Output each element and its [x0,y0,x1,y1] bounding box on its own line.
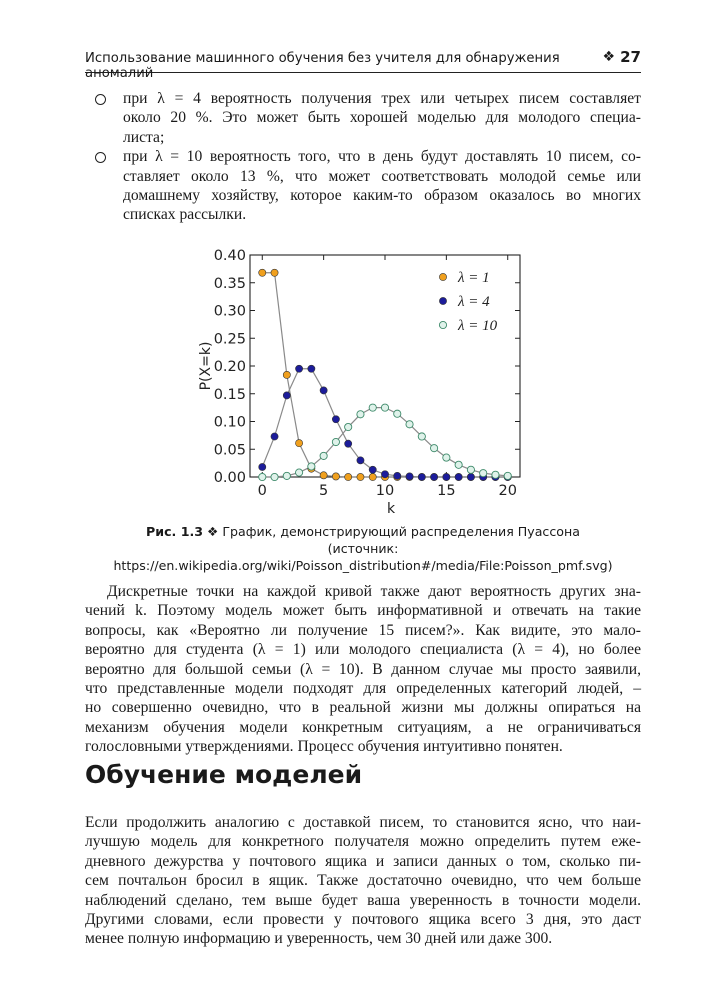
paragraph-line: Дискретные точки на каждой кривой также дают вероятность других зна- [107,583,641,600]
data-point [455,473,462,480]
x-tick-label: 5 [319,483,329,499]
data-point [357,457,364,464]
y-tick-label: 0.35 [213,275,246,292]
bullet-item [95,89,641,147]
y-tick-label: 0.05 [213,442,246,459]
data-point [259,463,266,470]
data-point [381,404,388,411]
bullet-line: домашнему хозяйству, которое каким-то образом оказалось во многих [123,186,641,204]
data-point [271,269,278,276]
legend-marker [439,297,446,304]
data-point [308,365,315,372]
caption-text: График, демонстрирующий распределения Пуассона [222,524,580,539]
data-point [467,466,474,473]
paragraph-line: вопросы, как «Вероятно ли получение 15 писем?». Как видите, это мало- [85,621,641,639]
bullet-line: списках рассылки. [123,206,247,224]
data-point [295,365,302,372]
circle-bullet-icon [95,94,106,105]
data-point [443,473,450,480]
bullet-line: ставляет около 13 %, что может соответствовать молодой семье или [123,167,641,185]
diamond-icon: ❖ [602,49,615,65]
data-point [283,392,290,399]
data-point [369,466,376,473]
paragraph-line: сем почтальон бросил в ящик. Также достаточно очевидно, что чем больше [85,872,641,890]
data-point [394,472,401,479]
data-point [332,473,339,480]
data-point [345,423,352,430]
data-point [295,469,302,476]
data-point [320,472,327,479]
data-point [430,473,437,480]
figure-caption [85,523,641,574]
data-point [430,445,437,452]
data-point [480,470,487,477]
paragraph-line: вероятно для большой семьи (λ = 10). В данном случае мы просто заявили, [85,660,641,678]
data-point [283,371,290,378]
diamond-icon: ❖ [207,524,219,539]
y-tick-label: 0.40 [213,248,246,264]
caption-source: (источник: https://en.wikipedia.org/wiki/Poisson_distribution#/media/File:Poisson_pmf.svg) [113,541,613,573]
poisson-chart [200,243,530,523]
chart-svg [200,243,530,523]
body-paragraph [85,582,641,757]
data-point [332,438,339,445]
data-point [271,433,278,440]
y-tick-label: 0.30 [213,303,246,320]
y-tick-label: 0.00 [213,470,246,486]
paragraph-line: чений k. Поэтому модель может быть информативной и отвечать на такие [85,602,641,620]
data-point [345,440,352,447]
circle-bullet-icon [95,152,106,163]
data-point [394,410,401,417]
data-point [406,473,413,480]
data-point [357,473,364,480]
paragraph-line: что представленные модели подходят для определенных категорий людей, – [85,679,641,697]
data-point [406,421,413,428]
data-point [259,269,266,276]
data-point [418,433,425,440]
x-tick-label: 15 [437,483,456,499]
paragraph-line: наблюдений сделано, тем выше будет ваша уверенность в точности модели. [85,891,641,909]
paragraph-line: дневного дежурства у почтового ящика и записи данных о том, сколько пи- [85,852,641,870]
paragraph-line: механизм обучения модели конкретным ситуациям, а не ограничиваться [85,718,641,736]
paragraph-line: Если продолжить аналогию с доставкой писем, то становится ясно, что наи- [85,814,641,831]
data-point [357,411,364,418]
legend-marker [439,321,446,328]
data-point [308,463,315,470]
paragraph-line: вероятно для студента (λ = 1) или молодого специалиста (λ = 4), но более [85,641,641,659]
paragraph-line: лучшую модель для конкретного получателя можно определить путем еже- [85,833,641,851]
data-point [320,387,327,394]
bullet-line: при λ = 4 вероятность получения трех или четырех писем составляет [123,90,641,107]
y-tick-label: 0.10 [213,414,246,431]
legend-label: λ = 4 [458,294,490,310]
data-point [345,473,352,480]
legend-marker [439,273,446,280]
data-point [332,416,339,423]
data-point [443,454,450,461]
section-heading: Обучение моделей [85,760,363,789]
data-point [271,473,278,480]
bullet-item [95,147,641,225]
data-point [467,473,474,480]
data-point [320,452,327,459]
bullet-line: около 20 %. Это может быть хорошей моделью для молодого специа- [123,109,641,127]
paragraph-line: но совершенно очевидно, что в реальной жизни мы должны опираться на [85,699,641,717]
data-point [381,471,388,478]
bullet-line: листа; [123,128,165,146]
plot-area [250,255,520,477]
bullet-line: при λ = 10 вероятность того, что в день будут доставлять 10 писем, со- [123,148,641,166]
data-point [295,440,302,447]
legend-label: λ = 10 [458,318,498,334]
page-number: 27 [620,48,641,66]
y-tick-label: 0.15 [213,386,246,403]
data-point [369,473,376,480]
y-tick-label: 0.25 [213,331,246,348]
data-point [504,472,511,479]
data-point [283,472,290,479]
data-point [418,473,425,480]
paragraph-line: менее полную информацию и уверенность, чем 30 дней или даже 300. [85,930,553,948]
bullet-list [95,89,641,225]
paragraph-line: Другими словами, если провести у почтового ящика всего 3 дня, это даст [85,910,641,928]
y-axis-label: P(X=k) [198,341,214,391]
data-point [455,461,462,468]
running-header [85,48,641,81]
body-paragraph [85,813,641,949]
caption-label: Рис. 1.3 [146,524,204,539]
plot-frame [250,255,520,477]
x-tick-label: 10 [375,483,395,499]
data-point [259,473,266,480]
y-tick-label: 0.20 [213,359,246,375]
running-header-title: Использование машинного обучения без учителя для обнаружения аномалий [85,51,560,81]
paragraph-line: голословными утверждениями. Процесс обучения интуитивно понятен. [85,738,563,756]
data-point [492,471,499,478]
legend-label: λ = 1 [458,270,490,286]
x-tick-label: 0 [257,483,267,499]
x-tick-label: 20 [498,483,517,499]
data-point [369,404,376,411]
x-axis-label: k [386,501,396,517]
